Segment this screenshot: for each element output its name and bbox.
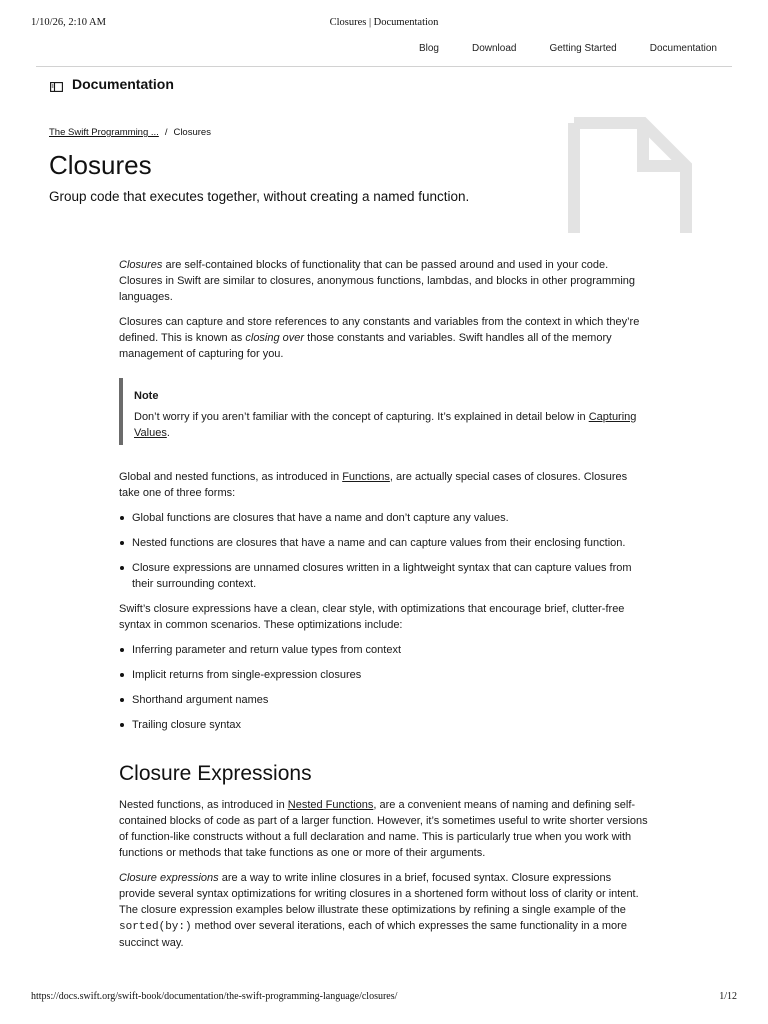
breadcrumb <box>49 127 211 138</box>
list-item: Trailing closure syntax <box>132 717 649 733</box>
note-title: Note <box>134 390 159 402</box>
brand-label: Documentation <box>72 76 174 92</box>
closure-expressions-paragraph-2 <box>119 870 649 951</box>
optimizations-list <box>119 642 649 733</box>
article-document-icon <box>567 117 693 240</box>
breadcrumb-current: Closures <box>173 127 211 138</box>
print-header <box>31 17 737 31</box>
print-page-number: 1/12 <box>719 991 737 1002</box>
article-body <box>119 257 649 960</box>
term-closures: Closures <box>119 259 163 271</box>
breadcrumb-separator: / <box>164 127 168 138</box>
nested-functions-link[interactable]: Nested Functions <box>287 799 374 811</box>
print-date: 1/10/26, 2:10 AM <box>31 17 106 28</box>
print-url: https://docs.swift.org/swift-book/documentation/the-swift-programming-language/closures/ <box>31 991 398 1002</box>
ce-text-1b: , are a convenient means of naming and defining self-contained blocks of code as part of a larger function. However, it’s sometimes useful to write shorter versions of function-like constructs without a full declaration and name. This is particularly true when you work with functions or methods that take functions as one or more of their arguments. <box>119 799 648 859</box>
list-item: Inferring parameter and return value types from context <box>132 642 649 658</box>
ce-text-2a: are a way to write inline closures in a brief, focused syntax. Closure expressions provide several syntax optimizations for writing closures in a shortened form without loss of clarity or intent. The closure expression examples below illustrate these optimizations by refining a single example of the <box>119 872 639 916</box>
closure-forms-list <box>119 510 649 592</box>
nav-link-blog[interactable]: Blog <box>418 43 439 54</box>
nav-link-getting-started[interactable]: Getting Started <box>549 43 617 54</box>
code-sorted-by: sorted(by:) <box>119 921 192 933</box>
term-closure-expressions: Closure expressions <box>119 872 219 884</box>
list-item: Closure expressions are unnamed closures written in a lightweight syntax that can capture values from their surrounding context. <box>132 560 649 592</box>
forms-paragraph <box>119 469 649 501</box>
functions-link[interactable]: Functions <box>342 471 390 483</box>
print-title: Closures | Documentation <box>329 17 439 28</box>
forms-text-a: Global and nested functions, as introduced in <box>119 471 343 483</box>
section-title-closure-expressions: Closure Expressions <box>119 762 312 785</box>
note-callout <box>119 378 649 445</box>
intro-paragraph-1 <box>119 257 649 305</box>
page-title: Closures <box>49 150 152 180</box>
note-end: . <box>166 427 170 439</box>
nav-link-download[interactable]: Download <box>471 43 517 54</box>
top-nav <box>386 43 717 54</box>
intro-text-1: are self-contained blocks of functionality that can be passed around and used in your code. Closures in Swift are similar to closures, anonymous functions, lambdas, and blocks in other programming languages. <box>119 259 636 303</box>
ce-text-1a: Nested functions, as introduced in <box>119 799 288 811</box>
breadcrumb-parent-link[interactable]: The Swift Programming ... <box>49 127 159 138</box>
note-body: Don’t worry if you aren’t familiar with the concept of capturing. It’s explained in detail below in <box>134 411 589 423</box>
note-text <box>134 409 649 441</box>
optimizations-paragraph: Swift’s closure expressions have a clean, clear style, with optimizations that encourage brief, clutter-free syntax in common scenarios. These optimizations include: <box>119 603 625 631</box>
intro-text-2b: those constants and variables. Swift handles all of the memory management of capturing for you. <box>119 332 612 360</box>
page-abstract: Group code that executes together, without creating a named function. <box>49 189 470 204</box>
nav-divider <box>36 66 732 67</box>
sidebar-icon[interactable] <box>50 79 63 89</box>
list-item: Implicit returns from single-expression closures <box>132 667 649 683</box>
capturing-values-link[interactable]: Capturing Values <box>134 411 637 439</box>
ce-text-2b: method over several iterations, each of which expresses the same functionality in a more succinct way. <box>119 920 627 949</box>
intro-text-2a: Closures can capture and store references to any constants and variables from the context in which they’re defined. This is known as <box>119 316 640 344</box>
term-closing-over: closing over <box>245 332 305 344</box>
closure-expressions-paragraph-1 <box>119 797 649 861</box>
intro-paragraph-2 <box>119 314 649 362</box>
list-item: Nested functions are closures that have a name and can capture values from their enclosing function. <box>132 535 649 551</box>
print-footer <box>31 991 737 1005</box>
forms-text-b: , are actually special cases of closures. Closures take one of three forms: <box>119 471 628 499</box>
list-item: Global functions are closures that have a name and don’t capture any values. <box>132 510 649 526</box>
documentation-brand[interactable] <box>50 76 174 92</box>
nav-link-documentation[interactable]: Documentation <box>649 43 717 54</box>
list-item: Shorthand argument names <box>132 692 649 708</box>
